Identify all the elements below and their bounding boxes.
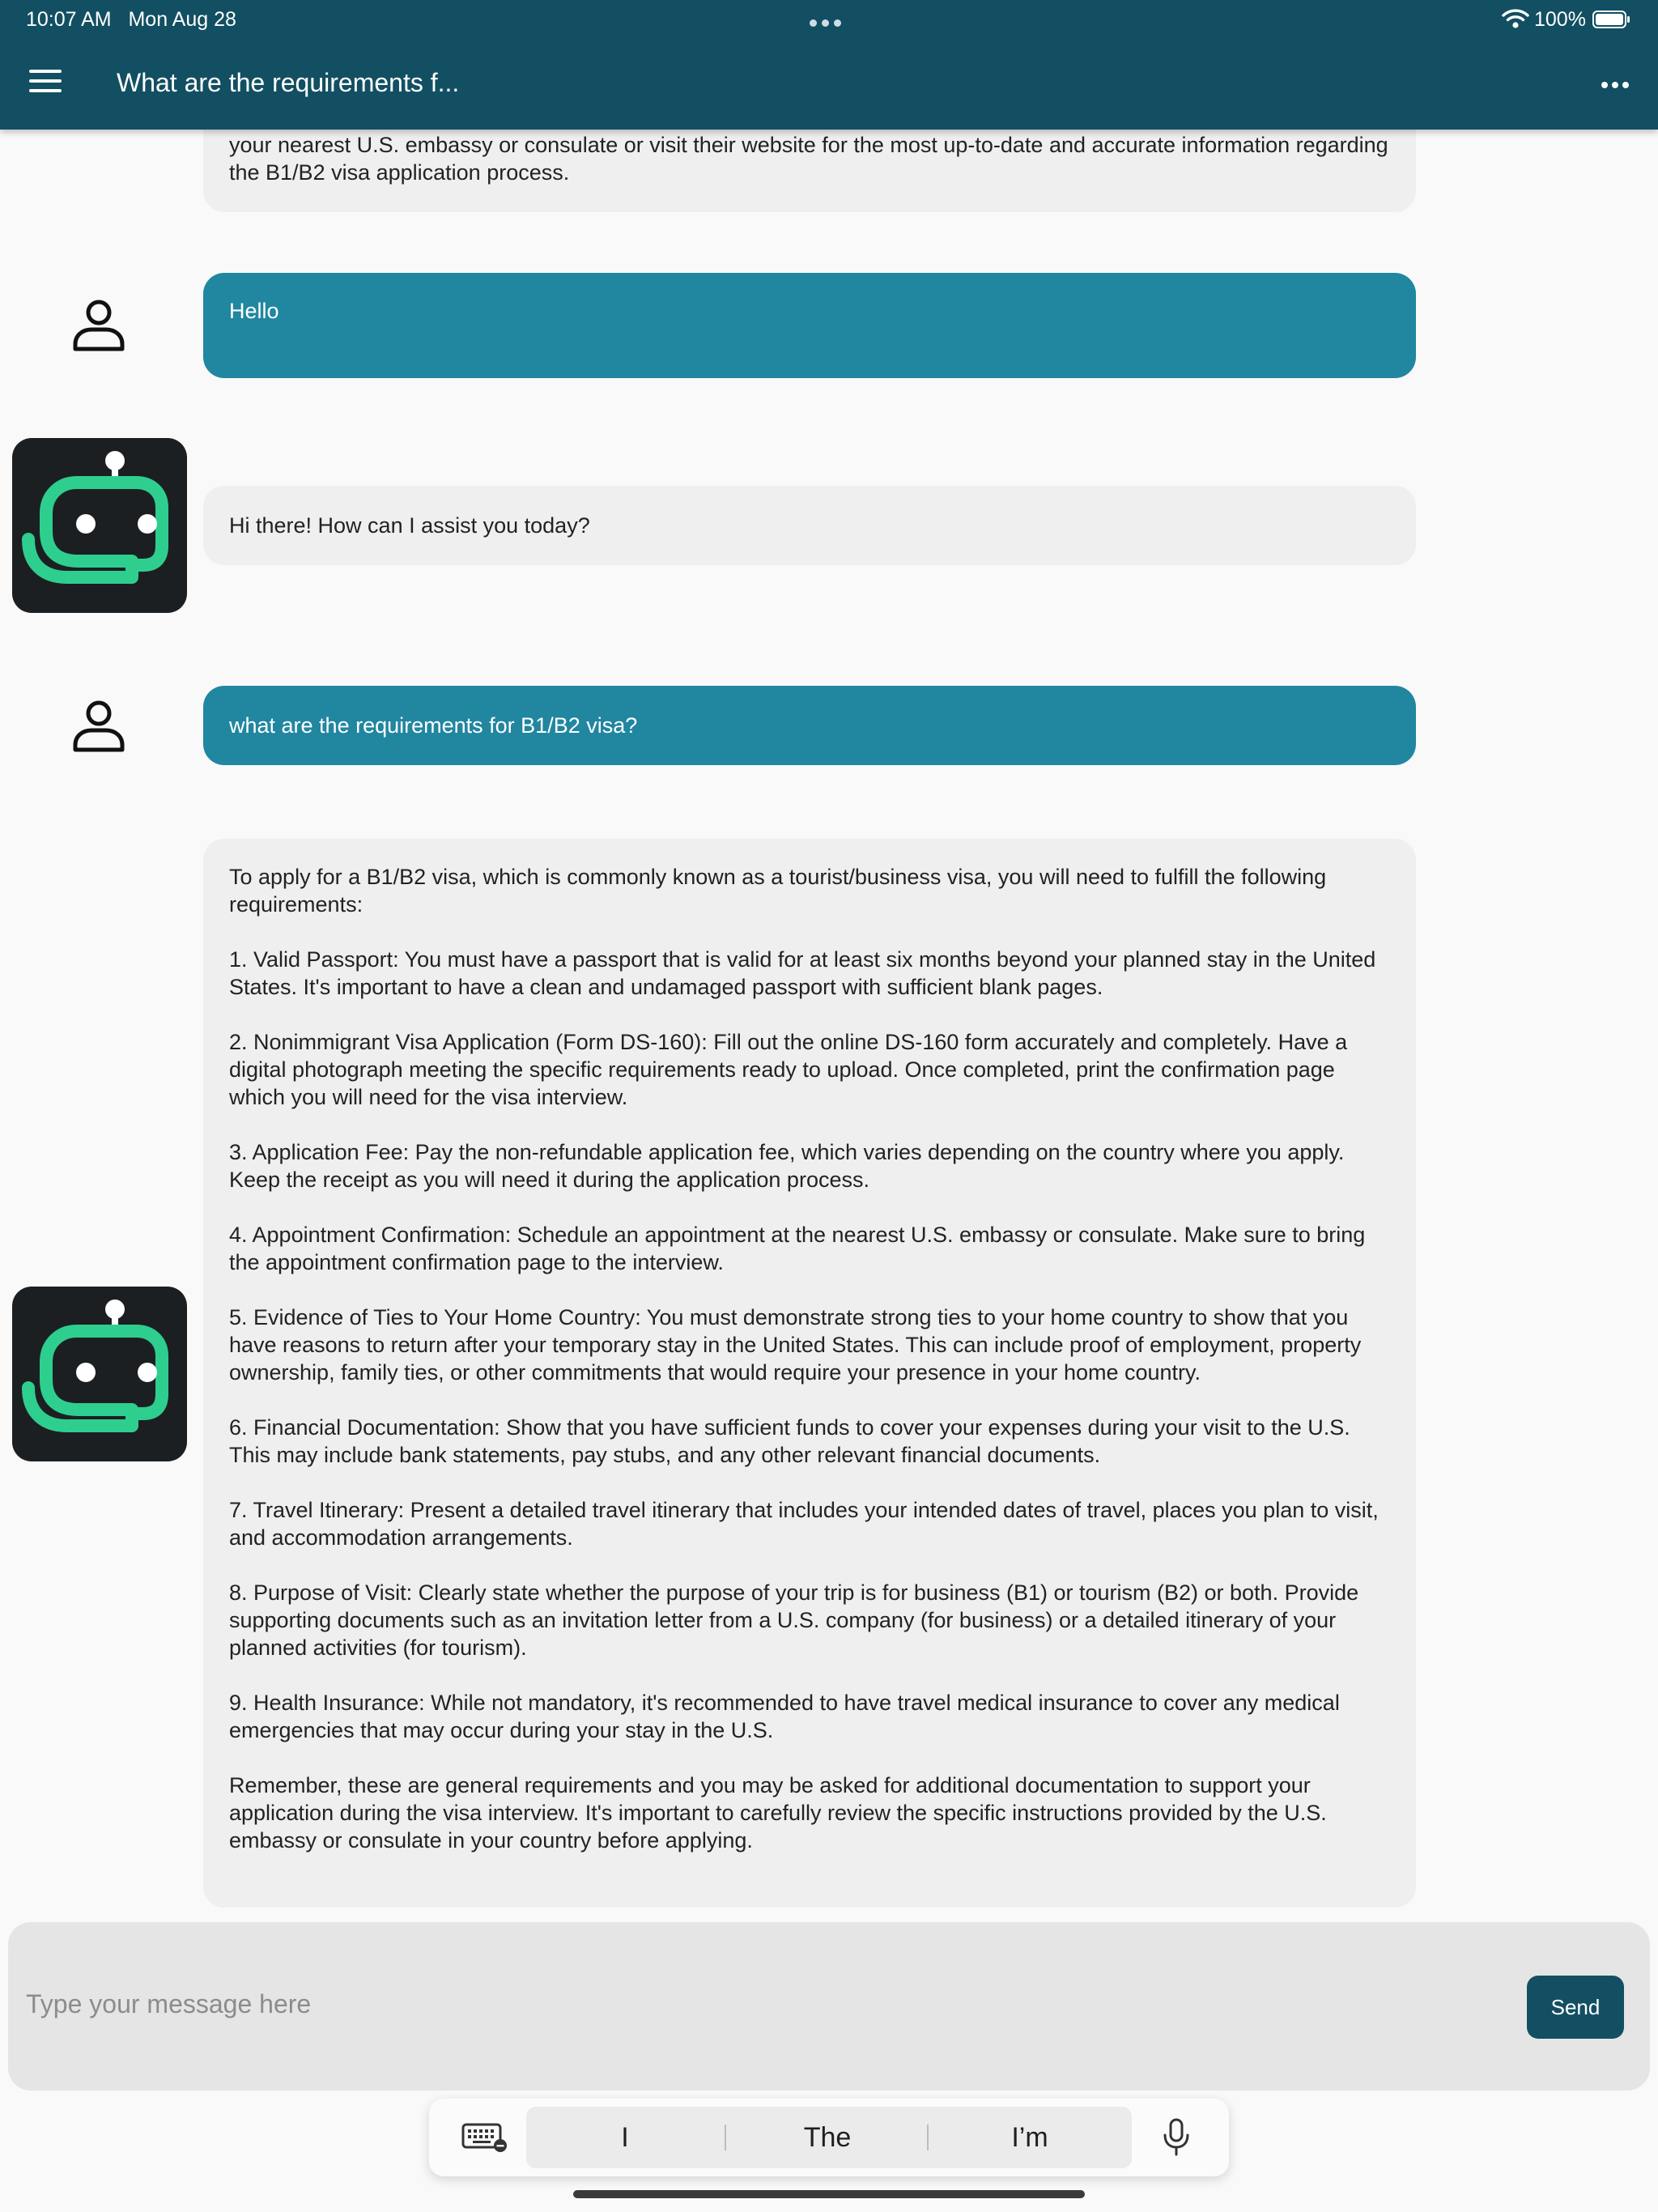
suggestion-divider	[927, 2125, 929, 2150]
suggestion-item[interactable]: The	[803, 2122, 852, 2153]
message-paragraph: Remember, these are general requirements and you may be asked for additional documentation to support your application during the visa interview. It's important to carefully review the specific instructions provided by the U.S. embassy or consulate in your country before applying.	[229, 1773, 1327, 1853]
battery-icon	[1592, 11, 1630, 28]
user-avatar-icon	[70, 698, 128, 756]
wifi-icon	[1502, 8, 1529, 29]
suggestion-divider	[725, 2125, 726, 2150]
battery-percentage: 100%	[1534, 8, 1586, 31]
home-indicator[interactable]	[573, 2190, 1085, 2198]
app-header	[0, 0, 1658, 130]
message-paragraph: 3. Application Fee: Pay the non-refundable application fee, which varies depending on the country where you apply. Keep the receipt as you will need it during the application process.	[229, 1140, 1345, 1192]
message-paragraph: 9. Health Insurance: While not mandatory, it's recommended to have travel medical insurance to cover any medical emergencies that may occur during your stay in the U.S.	[229, 1691, 1340, 1742]
suggestion-strip	[526, 2107, 1132, 2168]
microphone-icon[interactable]	[1162, 2118, 1191, 2157]
assistant-message	[203, 486, 1416, 565]
message-text: Hello	[229, 299, 279, 323]
keyboard-icon[interactable]	[461, 2121, 508, 2154]
message-text: Hi there! How can I assist you today?	[229, 513, 590, 538]
message-paragraph: 5. Evidence of Ties to Your Home Country: You must demonstrate strong ties to your home country to show that you have reasons to return after your temporary stay in the United States. This can include proof of employment, property ownership, family ties, or other commitments that would require your presence in your home country.	[229, 1305, 1362, 1385]
message-paragraph: 6. Financial Documentation: Show that you have sufficient funds to cover your expenses during your visit to the U.S. This may include bank statements, pay stubs, and any other relevant financial documents.	[229, 1415, 1350, 1467]
message-paragraph: 7. Travel Itinerary: Present a detailed travel itinerary that includes your intended dates of travel, places you plan to visit, and accommodation arrangements.	[229, 1498, 1379, 1550]
message-paragraph: To apply for a B1/B2 visa, which is commonly known as a tourist/business visa, you will need to fulfill the following requirements:	[229, 865, 1327, 917]
status-time: 10:07 AM Mon Aug 28	[26, 8, 236, 31]
bot-avatar-icon	[12, 1287, 187, 1461]
message-text: your nearest U.S. embassy or consulate or visit their website for the most up-to-date and accurate information regarding the B1/B2 visa application process.	[229, 133, 1388, 185]
multitasking-dots-icon[interactable]	[810, 16, 848, 24]
send-button[interactable]: Send	[1527, 1976, 1624, 2039]
more-options-icon[interactable]	[1601, 78, 1634, 89]
user-message	[203, 273, 1416, 378]
message-paragraph: 2. Nonimmigrant Visa Application (Form DS-160): Fill out the online DS-160 form accurately and completely. Have a digital photograph meeting the specific requirements ready to upload. Once completed, print the confirmation page which you will need for the visa interview.	[229, 1030, 1348, 1109]
message-paragraph: 1. Valid Passport: You must have a passport that is valid for at least six months beyond your planned stay in the United States. It's important to have a clean and undamaged passport with sufficient blank pages.	[229, 947, 1376, 999]
chat-title: What are the requirements f...	[117, 68, 460, 97]
message-input[interactable]	[24, 1979, 1501, 2029]
user-message	[203, 686, 1416, 765]
bot-avatar-icon	[12, 438, 187, 613]
keyboard-shortcut-bar	[429, 2099, 1229, 2176]
suggestion-item[interactable]: I	[621, 2122, 629, 2153]
user-avatar-icon	[70, 297, 128, 355]
assistant-message	[203, 839, 1416, 1908]
message-text: what are the requirements for B1/B2 visa?	[229, 713, 638, 738]
message-paragraph: 8. Purpose of Visit: Clearly state whether the purpose of your trip is for business (B1) or tourism (B2) or both. Provide supporting documents such as an invitation letter from a U.S. company (for business) or a detailed itinerary of your planned activities (for tourism).	[229, 1580, 1359, 1660]
message-composer	[8, 1922, 1650, 2091]
hamburger-menu-icon[interactable]	[29, 70, 62, 96]
message-paragraph: 4. Appointment Confirmation: Schedule an appointment at the nearest U.S. embassy or consulate. Make sure to bring the appointment confirmation page to the interview.	[229, 1223, 1366, 1274]
suggestion-item[interactable]: I’m	[1011, 2122, 1048, 2153]
